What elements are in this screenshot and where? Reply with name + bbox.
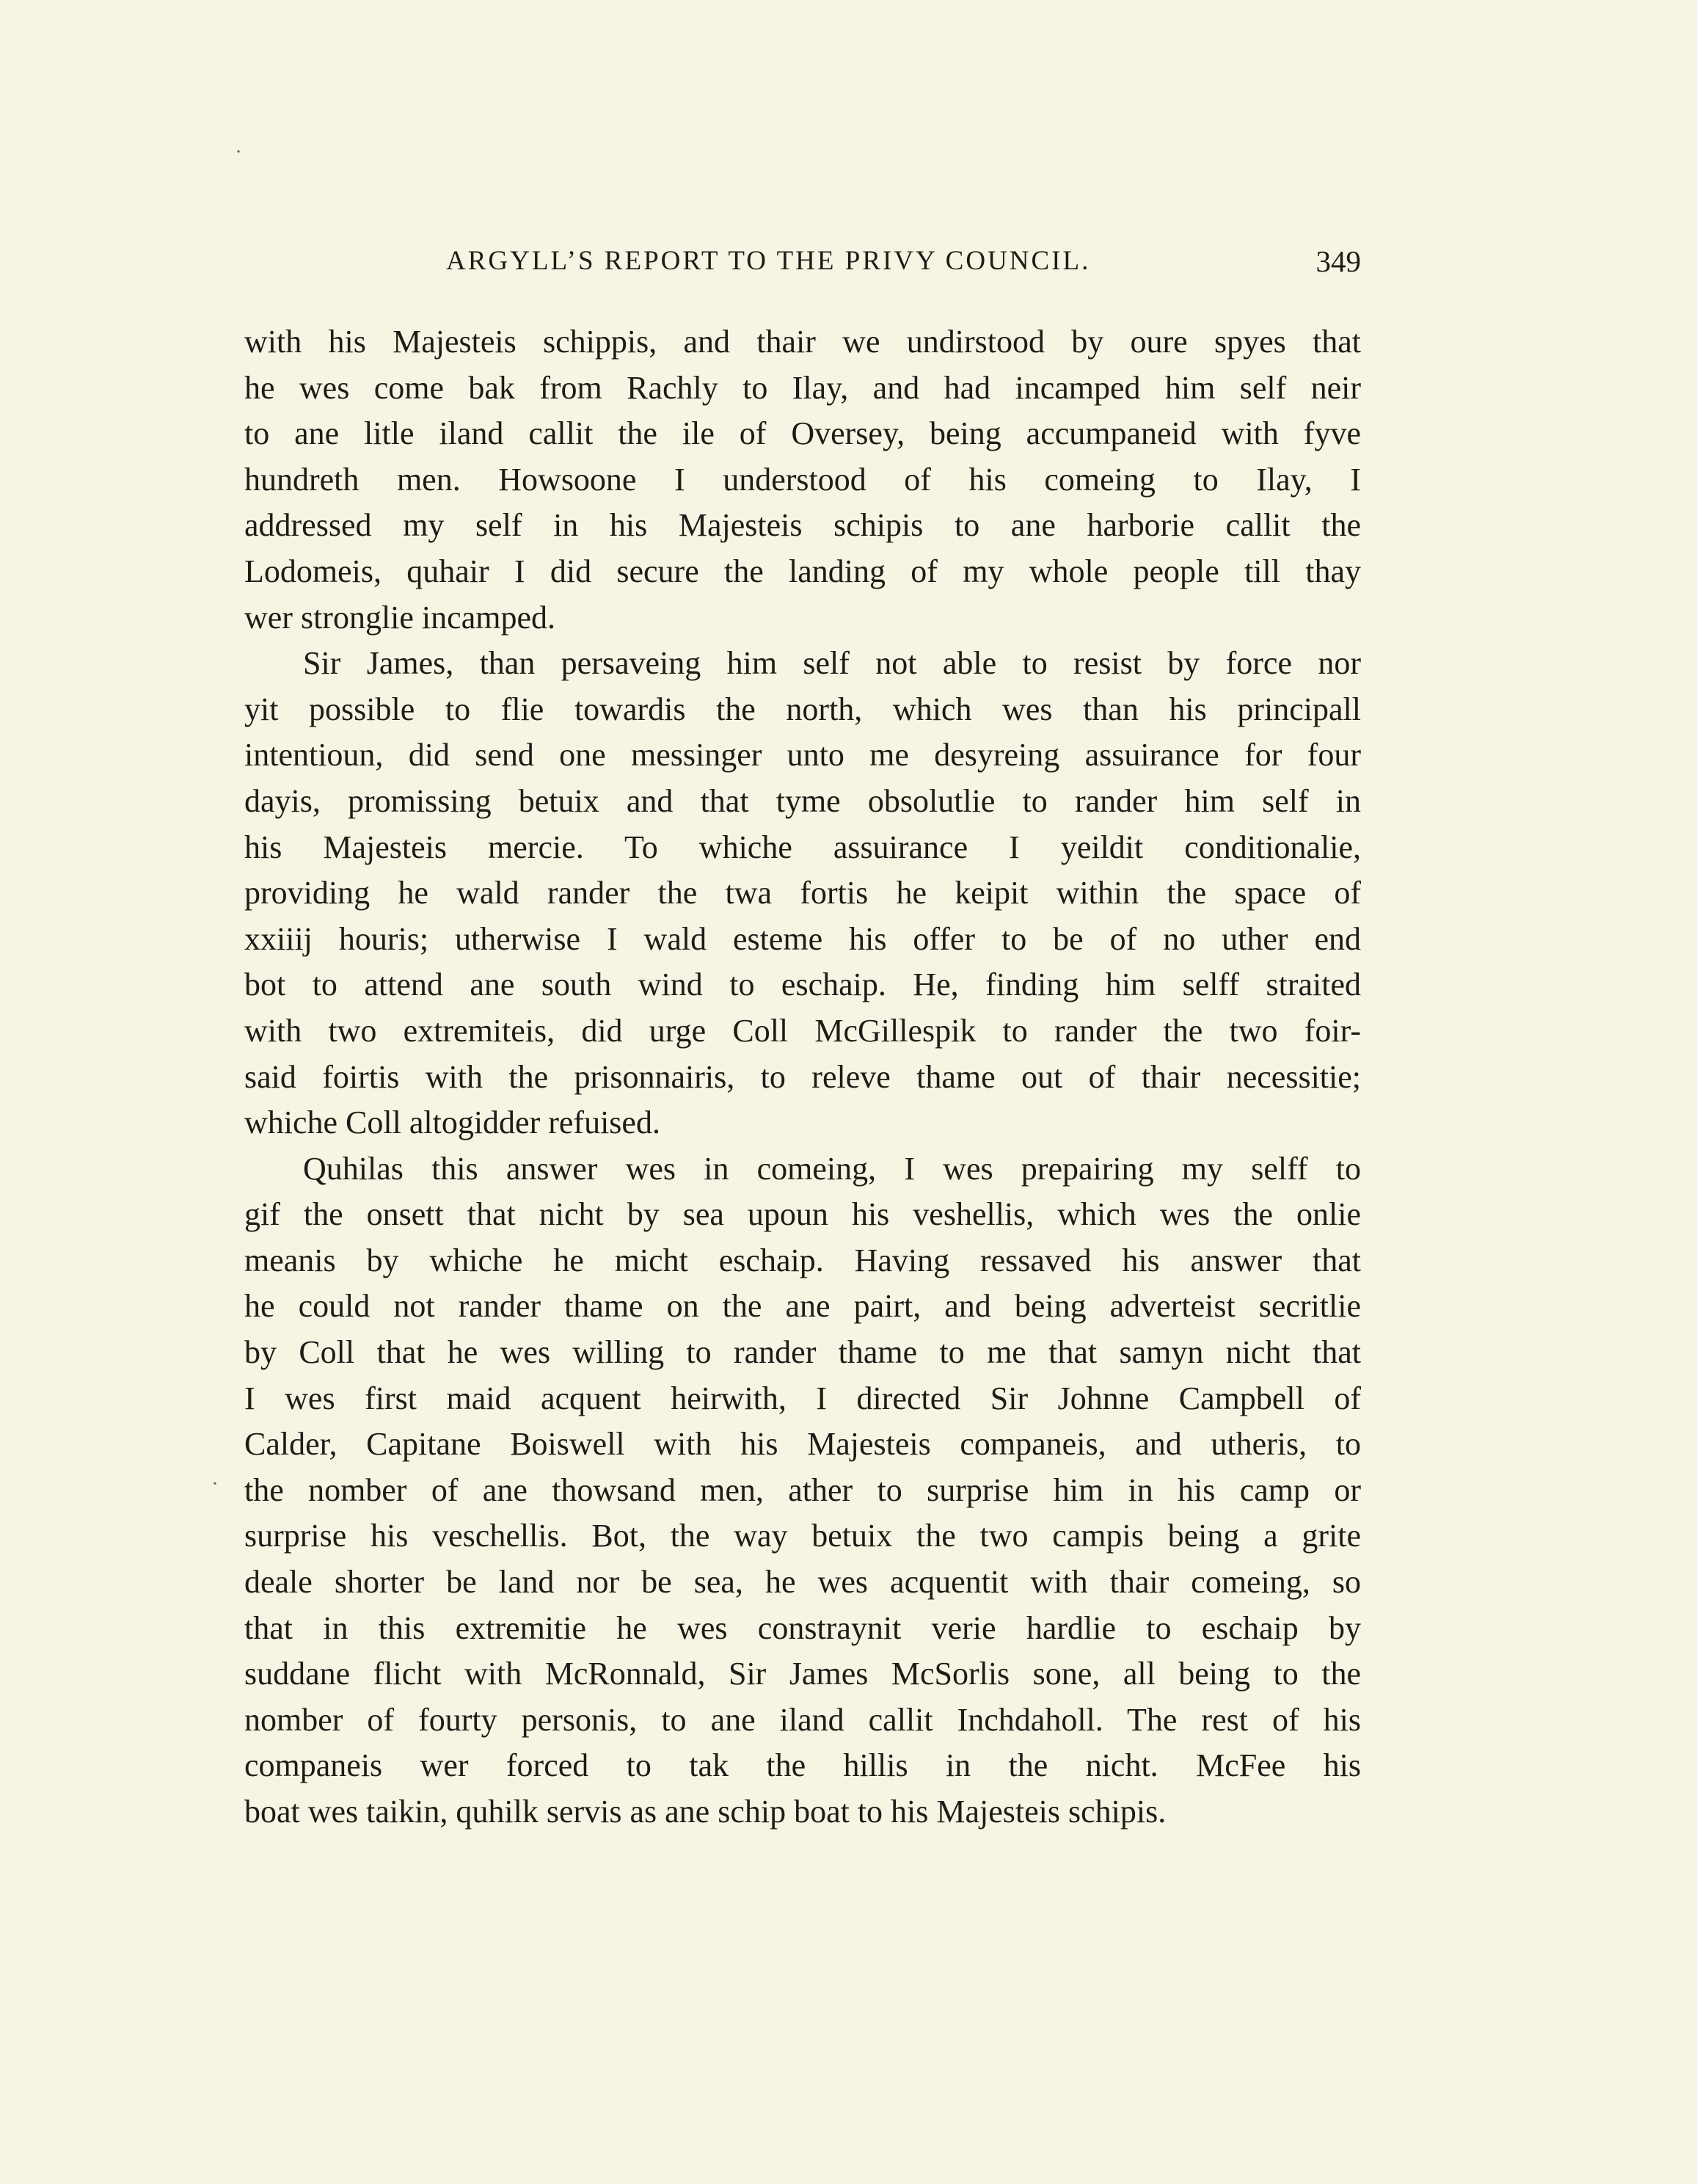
text-line: his Majesteis mercie. To whiche assuirance I yeildit conditionalie, xyxy=(244,829,1361,865)
text-line: he wes come bak from Rachly to Ilay, and had incamped him self neir xyxy=(244,369,1361,406)
text-line: gif the onsett that nicht by sea upoun his veshellis, which wes the onlie xyxy=(244,1196,1361,1233)
text-line: intentioun, did send one messinger unto me desyreing assuirance for four xyxy=(244,737,1361,774)
text-line: with two extremiteis, did urge Coll McGillespik to rander the two foir- xyxy=(244,1012,1361,1049)
paragraph-first-line: Quhilas this answer wes in comeing, I wes prepairing my selff to xyxy=(303,1150,1361,1187)
text-line: bot to attend ane south wind to eschaip. He, finding him selff straited xyxy=(244,967,1361,1003)
text-line: I wes first maid acquent heirwith, I directed Sir Johnne Campbell of xyxy=(244,1380,1361,1416)
text-line: Lodomeis, quhair I did secure the landing of my whole people till thay xyxy=(244,553,1361,589)
text-line: nomber of fourty personis, to ane iland callit Inchdaholl. The rest of his xyxy=(244,1701,1361,1738)
text-line: yit possible to flie towardis the north, which wes than his principall xyxy=(244,691,1361,727)
text-line: companeis wer forced to tak the hillis in the nicht. McFee his xyxy=(244,1747,1361,1784)
page-header xyxy=(244,239,1361,283)
text-line: to ane litle iland callit the ile of Oversey, being accumpaneid with fyve xyxy=(244,415,1361,452)
text-line: providing he wald rander the twa fortis he keipit within the space of xyxy=(244,875,1361,911)
text-line: whiche Coll altogidder refuised. xyxy=(244,1104,660,1141)
text-line: addressed my self in his Majesteis schipis to ane harborie callit the xyxy=(244,507,1361,544)
margin-speck: · xyxy=(235,139,242,164)
text-line: he could not rander thame on the ane pairt, and being adverteist secritlie xyxy=(244,1288,1361,1325)
text-line: said foirtis with the prisonnairis, to releve thame out of thair necessitie; xyxy=(244,1058,1361,1095)
text-line: deale shorter be land nor be sea, he wes acquentit with thair comeing, so xyxy=(244,1564,1361,1601)
running-title: ARGYLL’S REPORT TO THE PRIVY COUNCIL. xyxy=(446,246,1091,276)
text-line: by Coll that he wes willing to rander thame to me that samyn nicht that xyxy=(244,1334,1361,1371)
text-line: suddane flicht with McRonnald, Sir James McSorlis sone, all being to the xyxy=(244,1656,1361,1692)
body-text xyxy=(244,319,1361,1835)
text-line: the nomber of ane thowsand men, ather to surprise him in his camp or xyxy=(244,1471,1361,1508)
text-line: xxiiij houris; utherwise I wald esteme his offer to be of no uther end xyxy=(244,920,1361,957)
text-line: meanis by whiche he micht eschaip. Having ressaved his answer that xyxy=(244,1242,1361,1278)
paragraph-first-line: Sir James, than persaveing him self not able to resist by force nor xyxy=(303,645,1361,682)
text-line: dayis, promissing betuix and that tyme obsolutlie to rander him self in xyxy=(244,782,1361,819)
text-line: that in this extremitie he wes constraynit verie hardlie to eschaip by xyxy=(244,1609,1361,1646)
text-line: surprise his veschellis. Bot, the way betuix the two campis being a grite xyxy=(244,1518,1361,1554)
text-line: with his Majesteis schippis, and thair we undirstood by oure spyes that xyxy=(244,324,1361,360)
text-line: wer stronglie incamped. xyxy=(244,599,555,636)
margin-speck: · xyxy=(211,1471,219,1496)
text-line: hundreth men. Howsoone I understood of his comeing to Ilay, I xyxy=(244,461,1361,498)
text-line: Calder, Capitane Boiswell with his Majesteis companeis, and utheris, to xyxy=(244,1426,1361,1463)
text-line: boat wes taikin, quhilk servis as ane schip boat to his Majesteis schipis. xyxy=(244,1794,1167,1830)
page-number: 349 xyxy=(1315,244,1361,278)
